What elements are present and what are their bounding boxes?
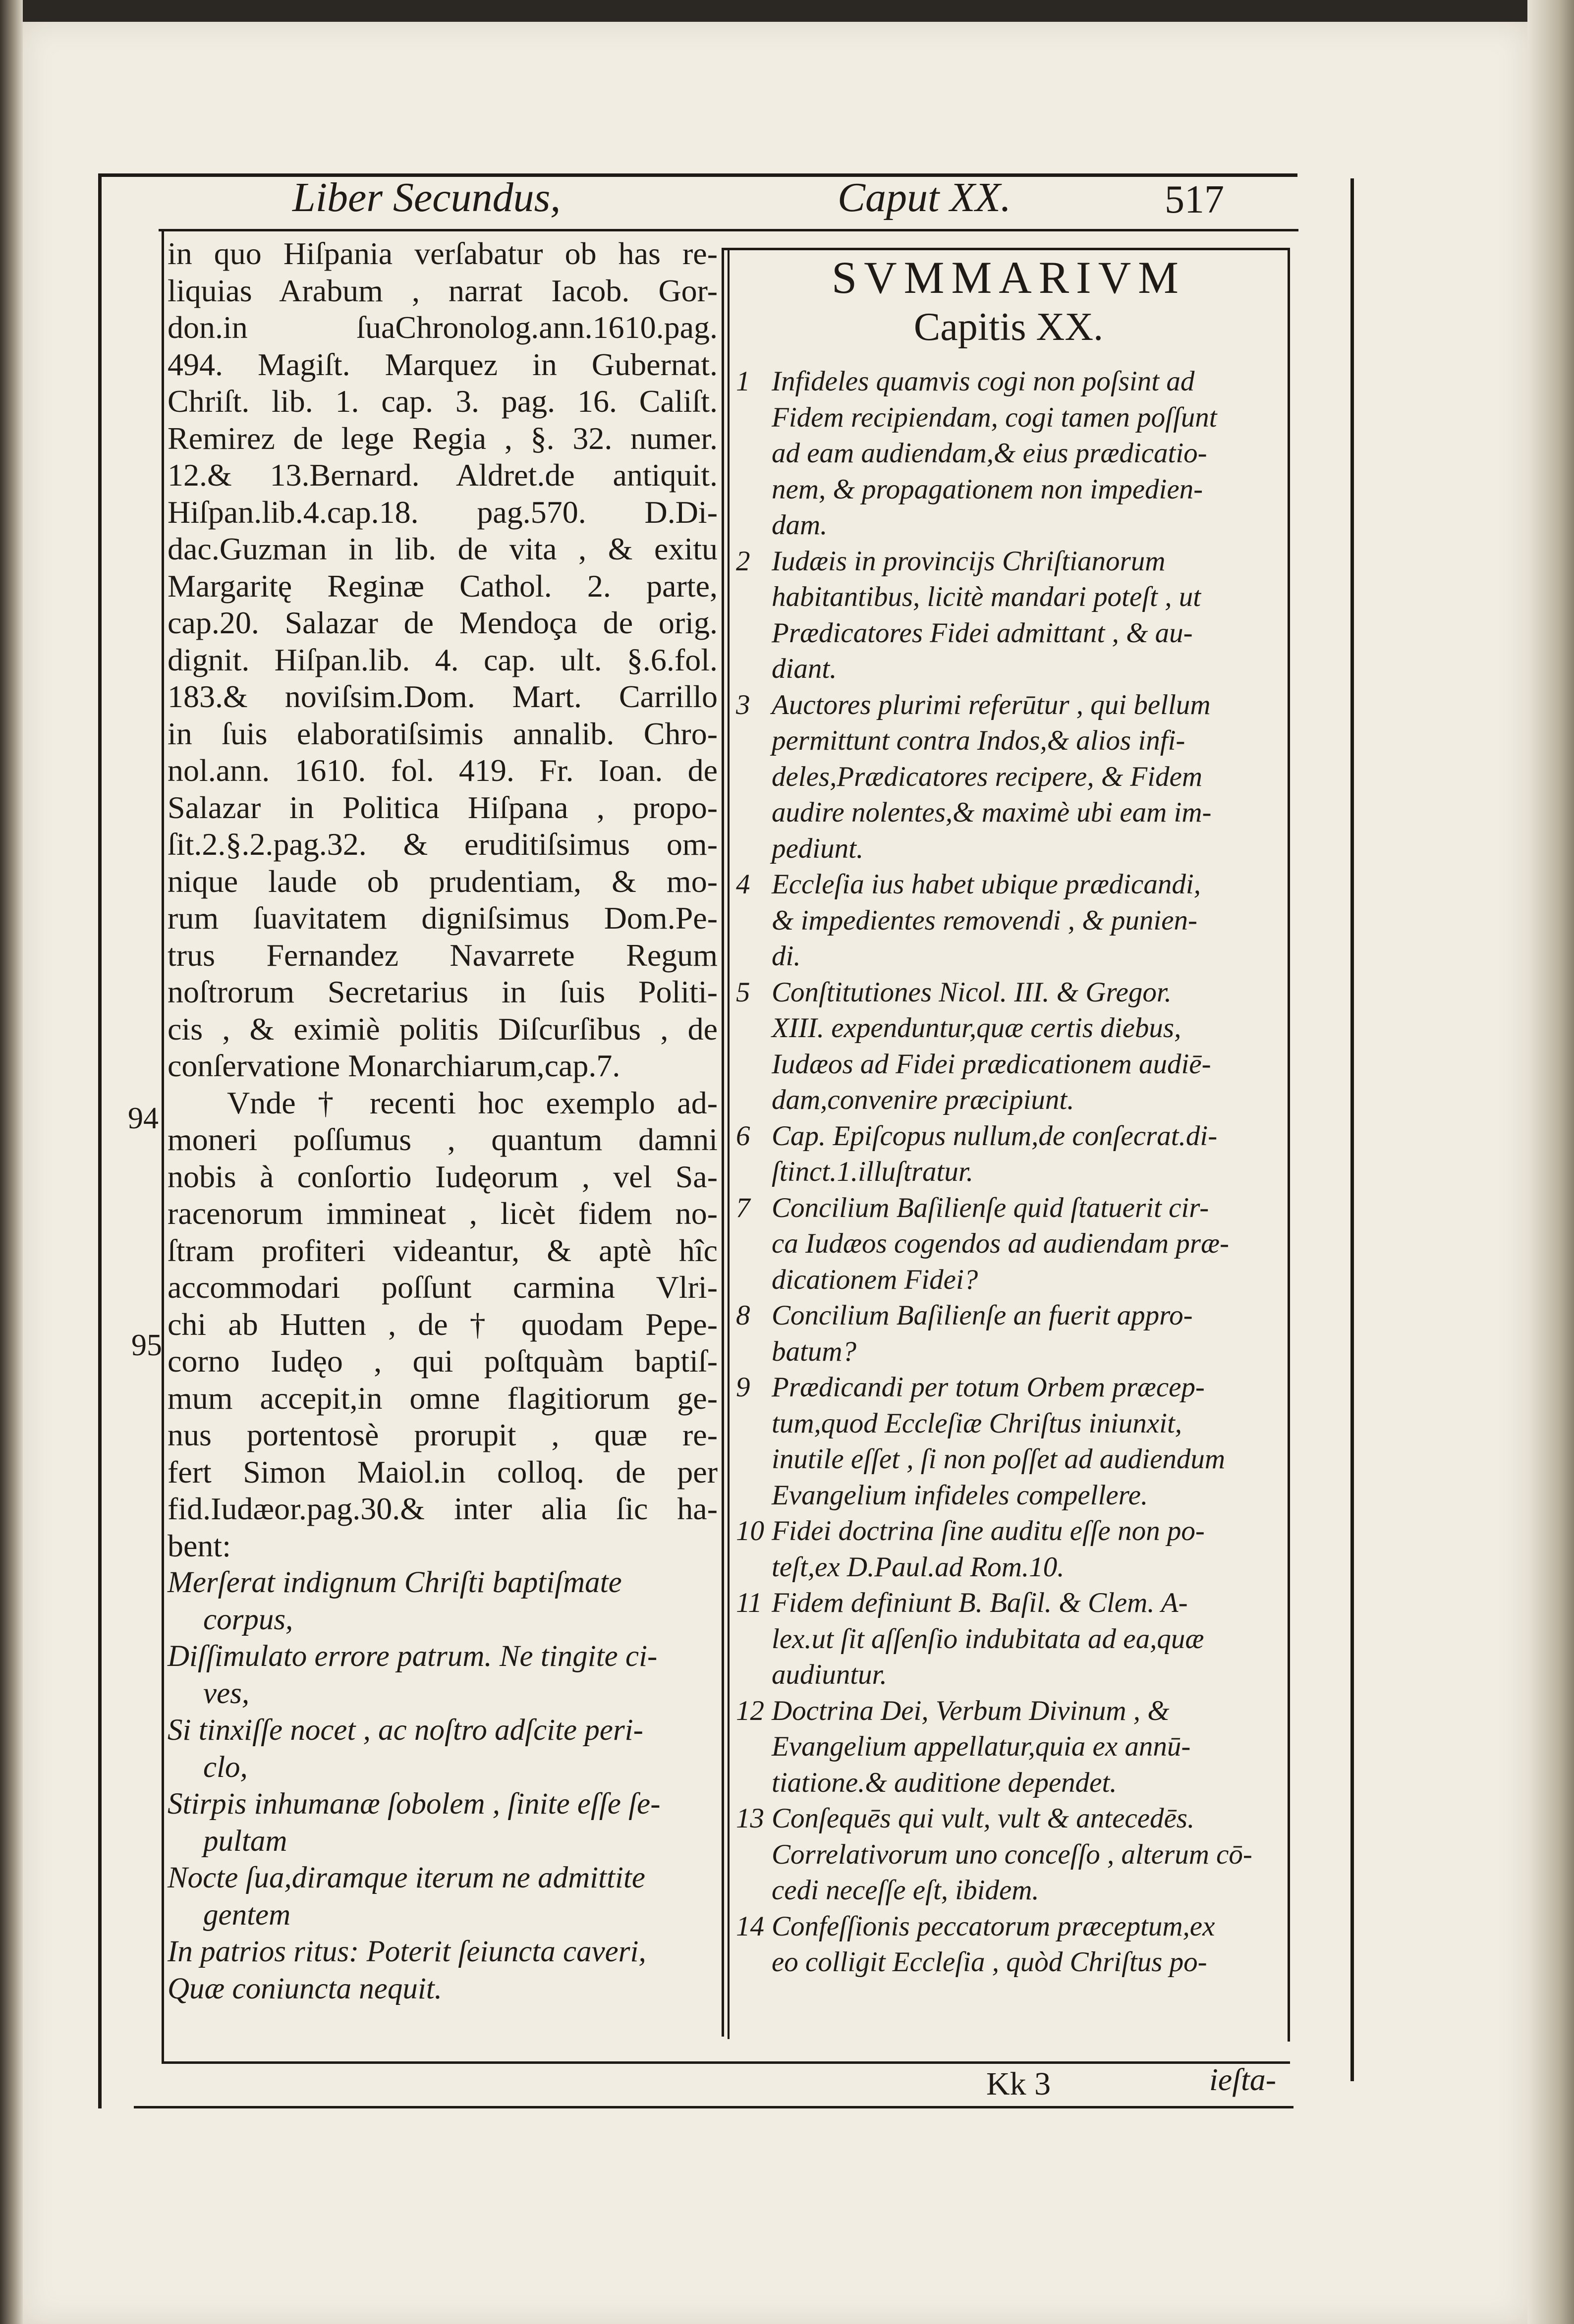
text-line: Remirez de lege Regia , §. 32. numer. [168,420,718,456]
summary-line: ad eam audiendam,& eius prædicatio- [772,438,1207,469]
summary-item [736,544,1281,687]
summary-line: ſtinct.1.illuſtratur. [772,1156,973,1187]
summary-line: Prædicandi per totum Orbem præcep- [772,1372,1205,1403]
frame-top-rule [98,173,1297,177]
summary-line: pediunt. [772,832,864,864]
text-line: nique laude ob prudentiam, & mo- [168,863,718,899]
summary-line: Confeſſionis peccatorum præceptum,ex [772,1910,1215,1942]
left-text-column [168,235,718,2007]
verse-line: Quæ coniuncta nequit. [168,1972,443,2005]
text-line: fert Simon Maiol.in colloq. de per [168,1454,718,1490]
text-line: liquias Arabum , narrat Iacob. Gor- [168,273,718,308]
summary-line: Concilium Baſilienſe quid ſtatuerit cir- [772,1192,1209,1223]
summary-line: Prædicatores Fidei admittant , & au- [772,617,1193,649]
text-line: rum ſuavitatem digniſsimus Dom.Pe- [168,900,718,936]
summary-line: Concilium Baſilienſe an fuerit appro- [772,1300,1193,1331]
summary-item-number: 4 [736,869,750,900]
text-line: chi ab Hutten , de † quodam Pepe- [168,1306,718,1342]
summary-line: Doctrina Dei, Verbum Divinum , & [772,1695,1170,1726]
summary-line: dam. [772,509,828,541]
summary-line: tiatione.& auditione dependet. [772,1767,1117,1798]
summary-line: Iudæos ad Fidei prædicationem audiē- [772,1048,1211,1080]
summary-line: eo colligit Eccleſia , quòd Chriſtus po- [772,1946,1207,1978]
text-line: noſtrorum Secretarius in ſuis Politi- [168,974,718,1009]
summary-line: nem, & propagationem non impedien- [772,473,1203,505]
page-number: 517 [1165,178,1224,221]
text-line: 183.& noviſsim.Dom. Mart. Carrillo [168,679,718,714]
text-line: Chriſt. lib. 1. cap. 3. pag. 16. Caliſt. [168,384,718,419]
summary-line: Infideles quamvis cogi non poſsint ad [772,366,1195,397]
running-title: Liber Secundus, [292,174,561,221]
summary-item [736,975,1281,1118]
summary-item [736,687,1281,867]
summary-line: Fidem recipiendam, cogi tamen poſſunt [772,401,1217,433]
frame-left-rule [98,173,102,2108]
verse-line: corpus, [203,1603,293,1636]
text-line: bent: [168,1528,231,1563]
summary-column [736,253,1281,1981]
text-line: 12.& 13.Bernard. Aldret.de antiquit. [168,457,718,493]
inner-top-rule [159,229,1298,231]
summary-line: XIII. expenduntur,quæ certis diebus, [772,1012,1181,1044]
text-line: moneri poſſumus , quantum damni [168,1122,718,1157]
summary-line: permittunt contra Indos,& alios infi- [772,725,1185,756]
text-line: trus Fernandez Navarrete Regum [168,937,718,973]
summary-item [736,1118,1281,1190]
summary-line: tum,quod Eccleſiæ Chriſtus iniunxit, [772,1407,1182,1439]
summary-line: inutile eſſet , ſi non poſſet ad audiendum [772,1443,1226,1475]
summary-item [736,1298,1281,1370]
summary-line: Evangelium infideles compellere. [772,1479,1148,1511]
frame-right-rule [1350,178,1354,2081]
text-line: nol.ann. 1610. fol. 419. Fr. Ioan. de [168,753,718,788]
summary-item-number: 2 [736,545,750,577]
left-column-rule [162,229,164,2062]
text-line: in ſuis elaboratiſsimis annalib. Chro- [168,716,718,751]
summary-item-number: 13 [736,1803,764,1834]
signature-mark: Kk 3 [986,2066,1051,2102]
summary-item-number: 10 [736,1515,764,1547]
frame-bottom-rule [134,2106,1293,2108]
summary-line: & impedientes removendi , & punien- [772,904,1198,936]
column-divider-right [728,250,730,2039]
summary-item [736,1909,1281,1981]
text-line: cis , & eximiè politis Diſcurſibus , de [168,1011,718,1047]
summary-item [736,1370,1281,1513]
text-line: Vnde † recenti hoc exemplo ad- [227,1085,718,1120]
summary-line: batum? [772,1335,856,1367]
verse-line: Si tinxiſſe nocet , ac noſtro adſcite peri- [168,1714,643,1747]
summary-top-rule [722,248,1290,250]
verse-line: Merſerat indignum Chriſti baptiſmate [168,1566,622,1599]
text-line: dignit. Hiſpan.lib. 4. cap. ult. §.6.fol. [168,642,718,677]
summary-item-number: 11 [736,1587,762,1618]
summary-line: audire nolentes,& maximè ubi eam im- [772,797,1212,828]
summary-line: Conſtitutiones Nicol. III. & Gregor. [772,976,1172,1008]
text-line: nus portentosè prorupit , quæ re- [168,1417,718,1452]
summary-line: Fidei doctrina ſine auditu eſſe non po- [772,1515,1205,1547]
text-line: nobis à conſortio Iudęorum , vel Sa- [168,1159,718,1194]
text-line: Hiſpan.lib.4.cap.18. pag.570. D.Di- [168,494,718,530]
summary-item-number: 1 [736,366,750,397]
verse-line: Diſſimulato errore patrum. Ne tingite ci- [168,1640,658,1673]
summary-line: dam,convenire præcipiunt. [772,1084,1074,1115]
verse-line: clo, [203,1750,248,1784]
summary-line: ca Iudæos cogendos ad audiendam præ- [772,1228,1229,1259]
summary-line: Correlativorum uno conceſſo , alterum cō- [772,1838,1252,1870]
margin-note-number: 95 [131,1328,162,1362]
summary-line: Evangelium appellatur,quia ex annū- [772,1731,1191,1762]
text-line: mum accepit,in omne flagitiorum ge- [168,1380,718,1416]
summary-item [736,364,1281,544]
summary-item-number: 6 [736,1120,750,1152]
summary-line: Auctores plurimi referūtur , qui bellum [772,689,1211,720]
summary-item-number: 3 [736,689,750,720]
text-line: fid.Iudæor.pag.30.& inter alia ſic ha- [168,1491,718,1526]
summary-line: Eccleſia ius habet ubique prædicandi, [772,869,1201,900]
text-line: corno Iudęo , qui poſtquàm baptiſ- [168,1343,718,1379]
book-fore-edge [1527,0,1574,2324]
summary-line: habitantibus, licitè mandari poteſt , ut [772,581,1201,612]
text-line: ſit.2.§.2.pag.32. & eruditiſsimus om- [168,827,718,862]
summary-item [736,1190,1281,1298]
text-line: don.in ſuaChronolog.ann.1610.pag. [168,310,718,345]
summary-right-rule [1288,248,1290,2042]
text-line: racenorum immineat , licèt fidem no- [168,1196,718,1231]
chapter-heading: Caput XX. [838,174,1011,221]
summary-line: deles,Prædicatores recipere, & Fidem [772,761,1203,792]
body-text [168,235,718,1564]
verse-line: In patrios ritus: Poterit ſeiuncta caveri, [168,1935,646,1968]
text-line: in quo Hiſpania verſabatur ob has re- [168,236,718,271]
summary-line: Iudæis in provincijs Chriſtianorum [772,545,1166,577]
summary-item [736,1585,1281,1693]
summary-item [736,867,1281,975]
summary-item [736,1693,1281,1801]
summary-line: dicationem Fidei? [772,1264,978,1295]
text-line: accommodari poſſunt carmina Vlri- [168,1270,718,1305]
verse-quotation [168,1564,718,2007]
summary-item-number: 12 [736,1695,764,1726]
summary-line: Fidem definiunt B. Baſil. & Clem. A- [772,1587,1188,1618]
summary-line: Cap. Epiſcopus nullum,de conſecrat.di- [772,1120,1218,1152]
summary-subtitle: Capitis XX. [913,305,1104,349]
summary-line: cedi neceſſe eſt, ibidem. [772,1875,1039,1906]
summary-item-number: 7 [736,1192,750,1223]
summary-line: audiuntur. [772,1659,887,1690]
summary-title: SVMMARIVM [832,252,1185,303]
verse-line: pultam [203,1824,287,1858]
margin-note-number: 94 [128,1102,159,1135]
verse-line: Stirpis inhumanæ ſobolem , ſinite eſſe ſe- [168,1787,661,1821]
summary-item [736,1513,1281,1585]
summary-line: teſt,ex D.Paul.ad Rom.10. [772,1551,1065,1583]
text-line: Margaritę Reginæ Cathol. 2. parte, [168,568,718,604]
verse-line: ves, [203,1676,250,1710]
verse-line: Nocte ſua,diramque iterum ne admittite [168,1861,645,1894]
summary-line: di. [772,941,801,972]
inner-bottom-rule [162,2061,1290,2064]
text-line: ſtram profiteri videantur, & aptè hîc [168,1232,718,1268]
text-line: cap.20. Salazar de Mendoça de orig. [168,605,718,640]
verse-line: gentem [203,1898,291,1932]
summary-line: lex.ut ſit aſſenſio indubitata ad ea,quæ [772,1623,1204,1655]
catchword: ieſta- [1209,2062,1277,2097]
summary-item-number: 9 [736,1372,750,1403]
summary-item-number: 14 [736,1910,764,1942]
text-line: 494. Magiſt. Marquez in Gubernat. [168,346,718,382]
book-gutter-edge [0,0,23,2324]
column-divider-left [722,248,724,2037]
text-line: conſervatione Monarchiarum,cap.7. [168,1048,620,1083]
summary-line: Conſequēs qui vult, vult & antecedēs. [772,1803,1195,1834]
text-line: dac.Guzman in lib. de vita , & exitu [168,531,718,566]
text-line: Salazar in Politica Hiſpana , propo- [168,789,718,825]
summary-item-number: 8 [736,1300,750,1331]
summary-item [736,1801,1281,1909]
summary-item-number: 5 [736,976,750,1008]
summary-line: diant. [772,653,837,684]
